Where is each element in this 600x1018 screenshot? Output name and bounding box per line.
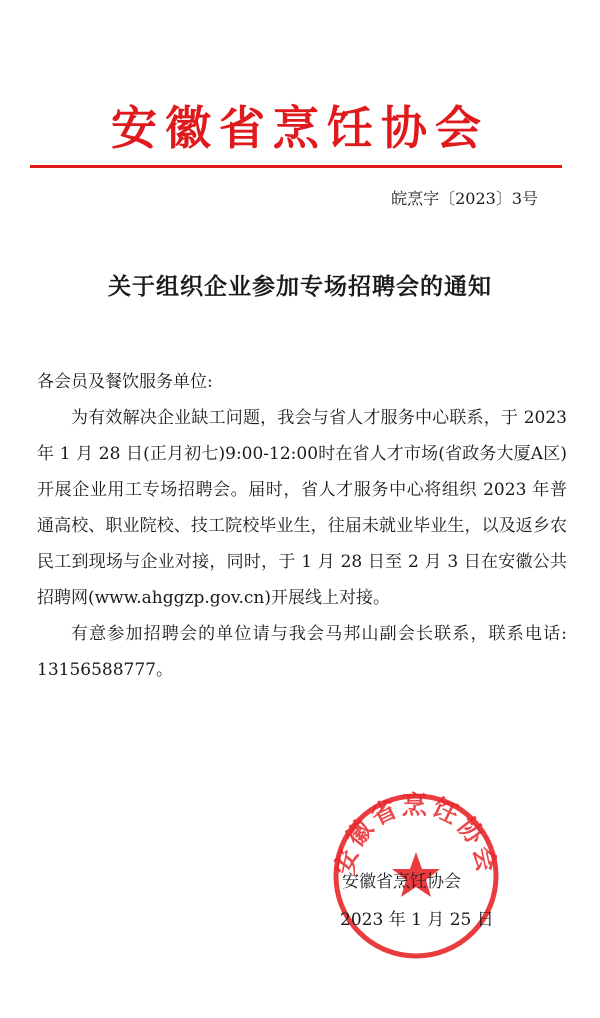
header-red-rule [30, 165, 562, 168]
organization-header: 安徽省烹饪协会 [111, 101, 489, 155]
body-paragraph-1: 为有效解决企业缺工问题，我会与省人才服务中心联系，于 2023 年 1 月 28 日(正月初七)9:00-12:00时在省人才市场(省政务大厦A区)开展企业用工专场招聘会。届时，省人才服务中心将组织 2023 年普通高校、职业院校、技工院校毕业生，往届未就业毕业生，以及返乡农民工到现场与企业对接，同时，于 1 月 28 日至 2 月 3 日在安徽公共招聘网(www.ahggzp.gov.cn)开展线上对接。 [37, 408, 567, 608]
document-number: 皖烹字〔2023〕3号 [391, 189, 538, 208]
document-title: 关于组织企业参加专场招聘会的通知 [108, 274, 492, 300]
notice-body [37, 364, 567, 688]
body-paragraph-2: 有意参加招聘会的单位请与我会马邦山副会长联系，联系电话: 13156588777。 [37, 624, 567, 680]
signature-date: 2023 年 1 月 25 日 [340, 910, 494, 930]
signature-organization: 安徽省烹饪协会 [342, 872, 461, 892]
seal-text: 安徽省烹饪协会 [330, 790, 502, 878]
salutation: 各会员及餐饮服务单位: [37, 372, 213, 392]
